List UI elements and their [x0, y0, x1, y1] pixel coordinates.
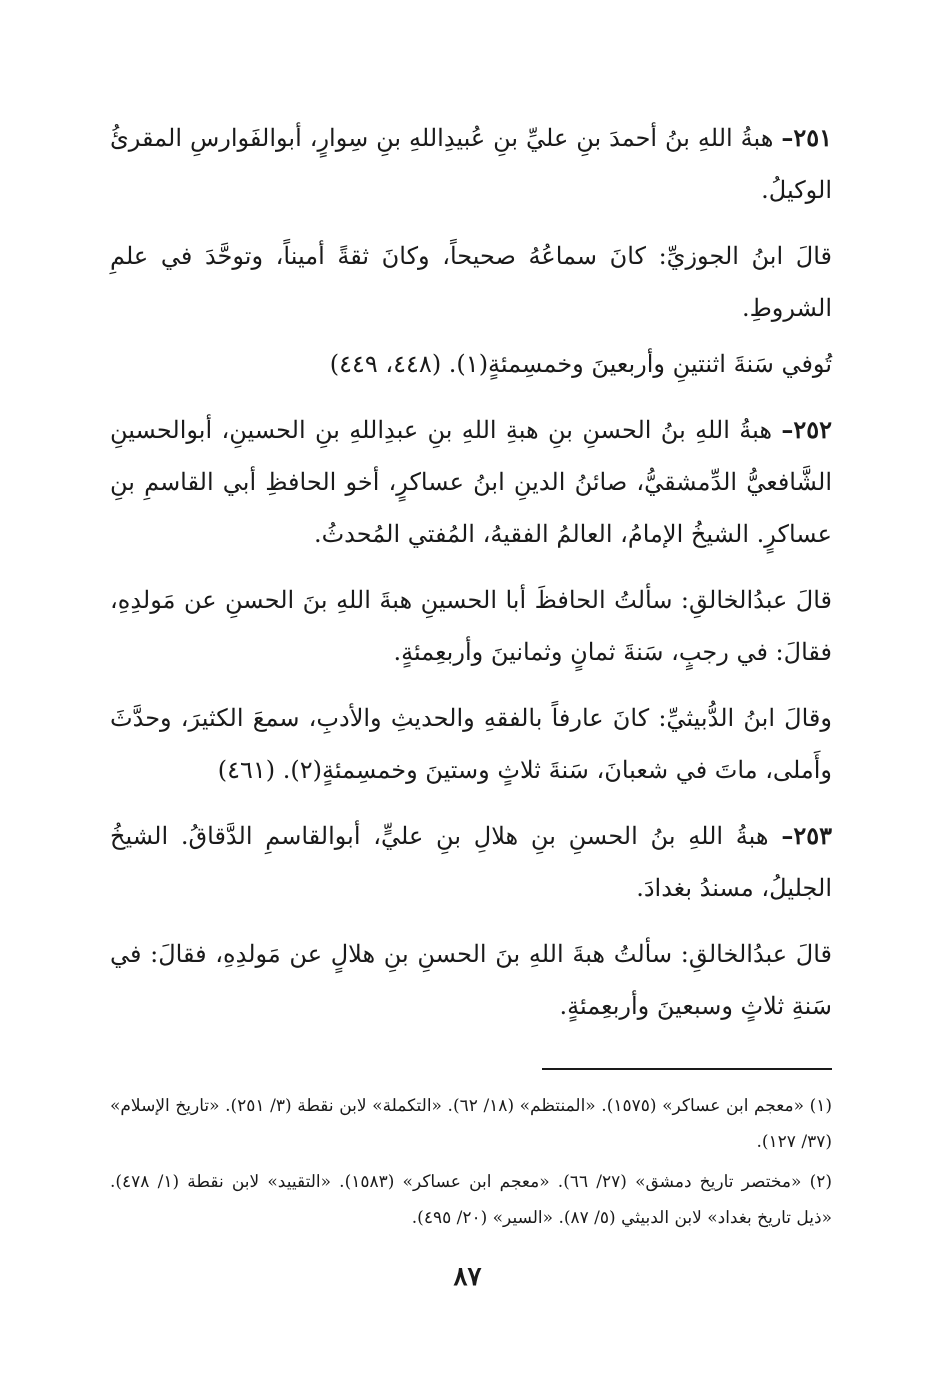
- entry-paragraph: وقالَ ابنُ الدُّبيثيِّ: كانَ عارفاً بالفقهِ والحديثِ والأدبِ، سمعَ الكثيرَ، وحدَّثَ وأَملى، ماتَ في شعبانَ، سَنةَ ثلاثٍ وستينَ وخمسِمئةٍ(٢). (٤٦١): [110, 704, 832, 784]
- entry-number: ٢٥١–: [781, 123, 832, 152]
- footnote: (١) «معجم ابن عساكر» (١٥٧٥). «المنتظم» (١٨/ ٦٢). «التكملة» لابن نقطة (٣/ ٢٥١). «تاريخ الإسلام» (٣٧/ ١٢٧).: [110, 1096, 832, 1152]
- entry-number: ٢٥٢–: [781, 415, 832, 444]
- entry-paragraph: تُوفي سَنةَ اثنتينِ وأربعينَ وخمسِمئةٍ(١). (٤٤٨، ٤٤٩): [329, 350, 832, 378]
- footnote-divider: [542, 1068, 832, 1070]
- entry-title: هبةُ اللهِ بنُ أحمدَ بنِ عليِّ بنِ عُبيدِاللهِ بنِ سِوارٍ، أبوالفَوارسِ المقرئُ الوكيلُ.: [110, 124, 832, 204]
- entry-header: [110, 810, 832, 914]
- entry-paragraph: قالَ عبدُالخالقِ: سألتُ هبةَ اللهِ بنَ الحسنِ بنِ هلالٍ عن مَولدِهِ، فقالَ: في سَنةِ ثلاثٍ وسبعينَ وأربعِمئةٍ.: [110, 940, 832, 1020]
- entry-title: هبةُ اللهِ بنُ الحسنِ بنِ هلالِ بنِ عليٍّ، أبوالقاسمِ الدَّقاقُ. الشيخُ الجليلُ، مسندُ بغدادَ.: [110, 822, 832, 902]
- entry-header: [110, 404, 832, 560]
- entry-header: [110, 112, 832, 216]
- footnotes: [110, 1088, 832, 1236]
- main-text: [110, 112, 832, 1032]
- entry-title: هبةُ اللهِ بنُ الحسنِ بنِ هبةِ اللهِ بنِ عبدِاللهِ بنِ الحسينِ، أبوالحسينِ الشَّافعيُّ الدِّمشقيُّ، صائنُ الدينِ ابنُ عساكرٍ، أخو الحافظِ أبي القاسمِ بنِ عساكرٍ. الشيخُ الإمامُ، العالمُ الفقيهُ، المُفتي المُحدثُ.: [110, 416, 832, 548]
- footnote: (٢) «مختصر تاريخ دمشق» (٢٧/ ٦٦). «معجم ابن عساكر» (١٥٨٣). «التقييد» لابن نقطة (١/ ٤٧٨). «ذيل تاريخ بغداد» لابن الدبيثي (٥/ ٨٧). «السير» (٢٠/ ٤٩٥).: [110, 1172, 832, 1228]
- entry-paragraph: قالَ ابنُ الجوزيِّ: كانَ سماعُهُ صحيحاً، وكانَ ثقةً أميناً، وتوحَّدَ في علمِ الشروطِ.: [110, 242, 833, 322]
- page-body: [110, 112, 832, 1236]
- entry-paragraph: قالَ عبدُالخالقِ: سألتُ الحافظَ أبا الحسينِ هبةَ اللهِ بنَ الحسنِ عن مَولدِهِ، فقالَ: في رجبٍ، سَنةَ ثمانٍ وثمانينَ وأربعِمئةٍ.: [110, 586, 832, 666]
- entry-number: ٢٥٣–: [781, 821, 833, 850]
- page-number: ٨٧: [453, 1262, 482, 1292]
